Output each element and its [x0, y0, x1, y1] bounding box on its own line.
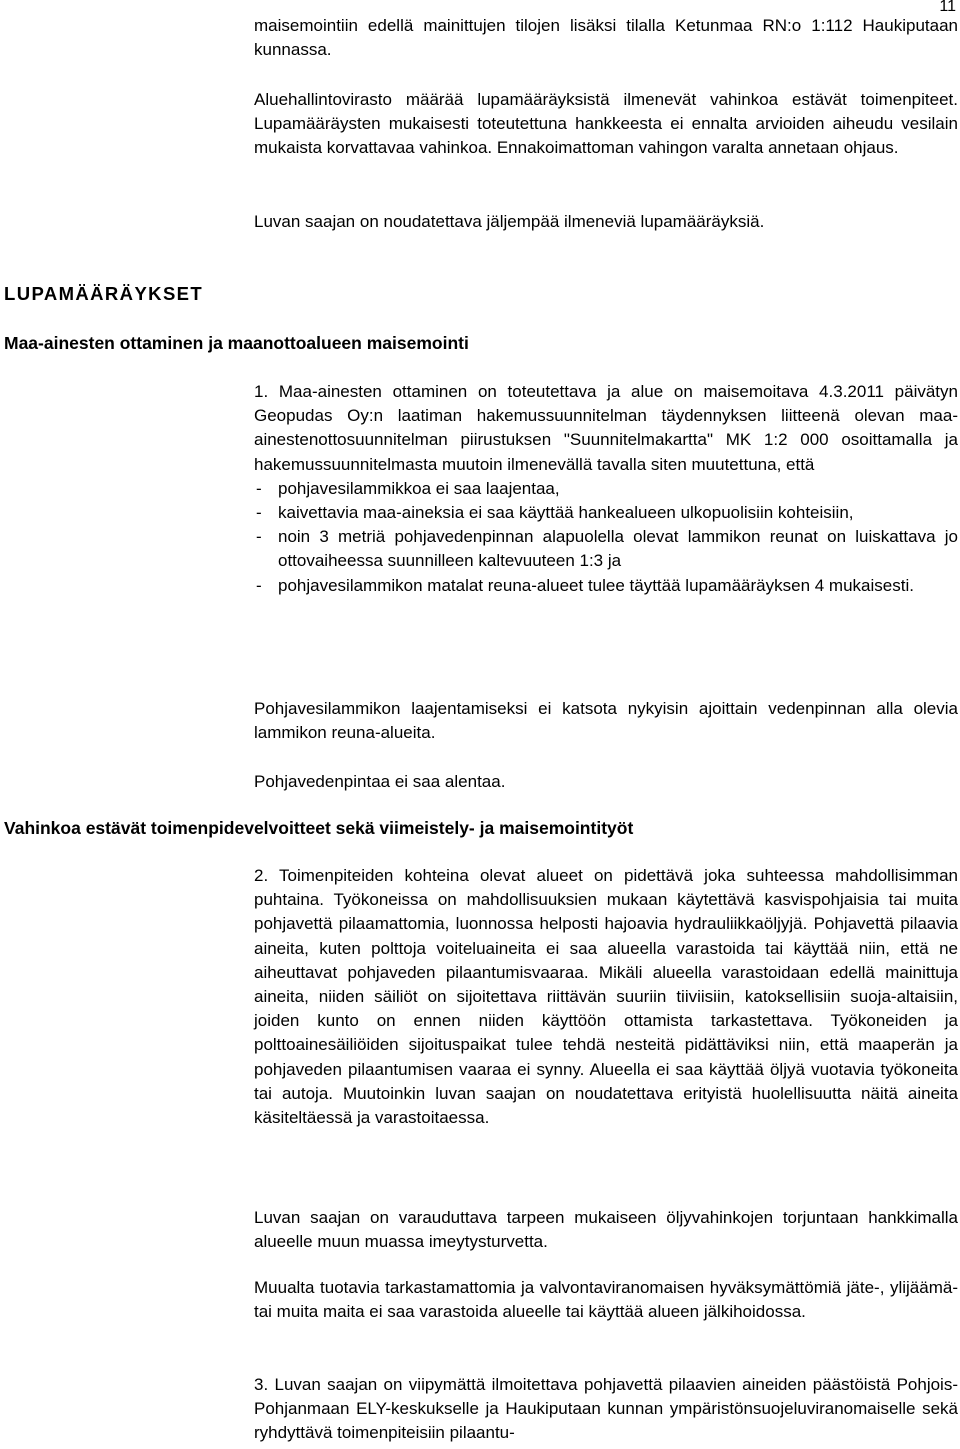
subsection-2-heading: Vahinkoa estävät toimenpidevelvoitteet sekä viimeistely- ja maisemointityöt [4, 818, 634, 838]
regulation-1 [254, 380, 958, 598]
regulation-3: 3. Luvan saajan on viipymättä ilmoitettava pohjavettä pilaavien aineiden päästöistä Pohjois-Pohjanmaan ELY-keskukselle ja Haukiputaan kunnan ympäristönsuojeluviranomaiselle sekä ryhdyttävä toimenpiteisiin pilaantu- [254, 1375, 958, 1443]
page-number: 11 [939, 0, 956, 15]
list-item: - pohjavesilammikon matalat reuna-alueet tulee täyttää lupamääräyksen 4 mukaisesti. [254, 574, 958, 598]
regulation-2-paragraph-c: Luvan saajan on varauduttava tarpeen mukaiseen öljyvahinkojen torjuntaan hankkimalla alueelle muun muassa imeytysturvetta. [254, 1208, 958, 1252]
intro-paragraph-1: maisemointiin edellä mainittujen tilojen lisäksi tilalla Ketunmaa RN:o 1:112 Haukiputaan kunnassa. [254, 16, 958, 60]
regulation-1-paragraph-a: Pohjavesilammikon laajentamiseksi ei katsota nykyisin ajoittain vedenpinnan alla olevia lammikon reuna-alueita. [254, 699, 958, 743]
regulation-1-paragraph-b: Pohjavedenpintaa ei saa alentaa. [254, 772, 506, 791]
list-item: - pohjavesilammikkoa ei saa laajentaa, [254, 477, 958, 501]
list-dash: - [256, 527, 262, 547]
regulation-2: 2. Toimenpiteiden kohteina olevat alueet on pidettävä joka suhteessa mahdollisimman puhtaina. Työkoneissa on mahdollisuuksien mukaan käytettävä kasvispohjaisia tai muita pohjavettä pilaamattomia, luonnossa helposti hajoavia hydrauliikkaöljyjä. Pohjavettä pilaavia aineita, kuten polttoja voiteluaineita ei saa alueella varastoida tai käyttää niin, että ne aiheuttavat pohjaveden pilaantumisvaaraa. Mikäli alueella varastoidaan edellä mainittuja aineita, niiden säiliöt on sijoitettava riittävän suuriin tiiviisiin, katoksellisiin suoja-altaisiin, joiden kunto on ennen niiden käyttöön ottamista tarkastettava. Työkoneiden ja polttoainesäiliöiden sijoituspaikat tulee tehdä nesteitä pidättäviksi niin, että maaperän ja pohjaveden pilaantumisen vaaraa ei synny. Alueella ei saa käyttää öljyä vuotavia työkoneita tai autoja. Muutoinkin luvan saajan on noudatettava erityistä huolellisuutta näitä aineita käsiteltäessä ja varastoitaessa. [254, 866, 958, 1128]
regulation-2-paragraph-d: Muualta tuotavia tarkastamattomia ja valvontaviranomaisen hyväksymättömiä jäte-, ylijäämä- tai muita maita ei saa varastoida alueelle tai käyttää alueen jälkihoidossa. [254, 1278, 958, 1322]
list-dash: - [256, 575, 262, 595]
intro-paragraph-3: Luvan saajan on noudatettava jäljempää ilmeneviä lupamääräyksiä. [254, 212, 765, 231]
list-item: - noin 3 metriä pohjavedenpinnan alapuolella olevat lammikon reunat on luiskattava jo ottovaiheessa suunnilleen kaltevuuteen 1:3 ja [256, 527, 958, 571]
subsection-1-heading: Maa-ainesten ottaminen ja maanottoalueen maisemointi [4, 333, 469, 353]
intro-paragraph-2: Aluehallintovirasto määrää lupamääräyksistä ilmenevät vahinkoa estävät toimenpiteet. Lupamääräysten mukaisesti toteutettuna hankkeesta ei ennalta arvioiden aiheudu vesilain mukaista korvattavaa vahinkoa. Ennakoimattoman vahingon varalta annetaan ohjaus. [254, 90, 958, 158]
regulation-1-text: 1. Maa-ainesten ottaminen on toteutettava ja alue on maisemoitava 4.3.2011 päivätyn Geopudas Oy:n laatiman hakemussuunnitelman täydennyksen liitteenä olevan maa-ainestenottosuunnitelman piirustuksen "Suunnitelmakartta" MK 1:2 000 osoittamalla ja hakemussuunnitelmasta muutoin ilmenevällä tavalla siten muutettuna, että [254, 382, 958, 474]
regulation-1-list [254, 477, 958, 598]
list-item: - kaivettavia maa-aineksia ei saa käyttää hankealueen ulkopuolisiin kohteisiin, [254, 501, 958, 525]
list-dash: - [256, 503, 262, 523]
section-heading: LUPAMÄÄRÄYKSET [4, 283, 204, 304]
list-dash: - [256, 478, 262, 498]
